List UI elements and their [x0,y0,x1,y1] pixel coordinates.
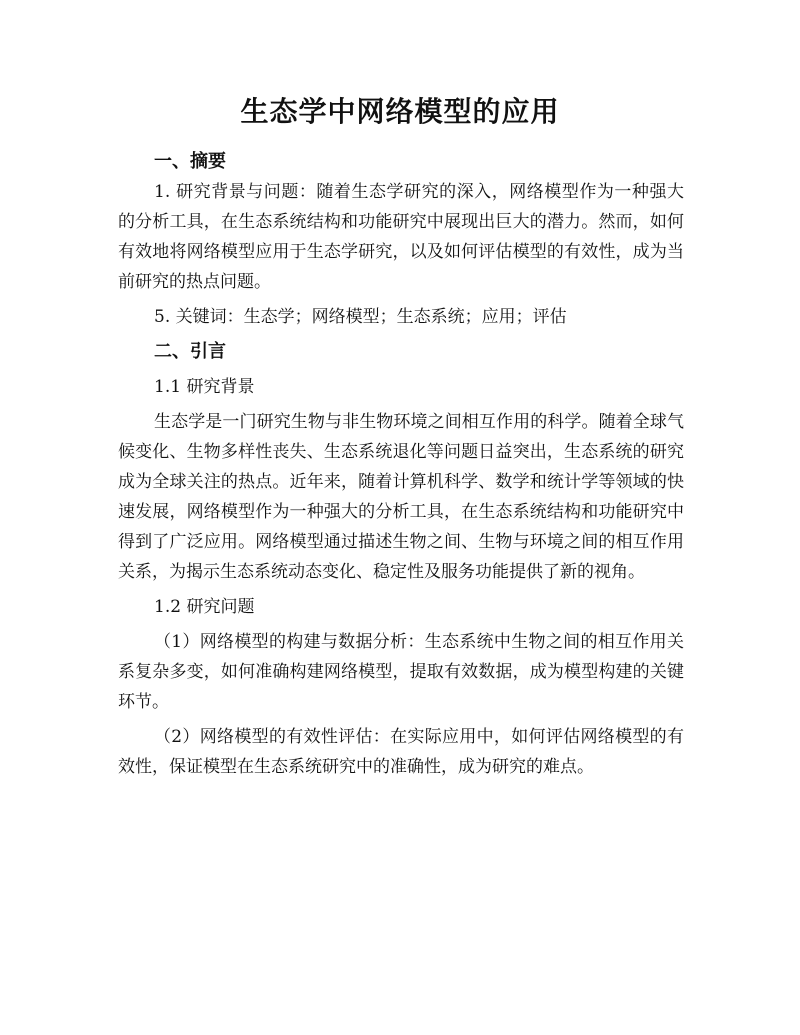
section-heading-abstract: 一、摘要 [154,151,226,172]
subsection-title-background: 1.1 研究背景 [154,377,255,397]
abstract-item-1: 1. 研究背景与问题：随着生态学研究的深入，网络模型作为一种强大的分析工具，在生态系统结构和功能研究中展现出巨大的潜力。然而，如何有效地将网络模型应用于生态学研究，以及如何评估模型的有效性，成为当前研究的热点问题。 [118,182,684,292]
section-heading-intro: 二、引言 [154,341,226,362]
document-body [118,147,684,782]
subsection-title-questions: 1.2 研究问题 [154,597,255,617]
background-paragraph: 生态学是一门研究生物与非生物环境之间相互作用的科学。随着全球气候变化、生物多样性丧失、生态系统退化等问题日益突出，生态系统的研究成为全球关注的热点。近年来，随着计算机科学、数学和统计学等领域的快速发展，网络模型作为一种强大的分析工具，在生态系统结构和功能研究中得到了广泛应用。网络模型通过描述生物之间、生物与环境之间的相互作用关系，为揭示生态系统动态变化、稳定性及服务功能提供了新的视角。 [118,412,684,582]
abstract-keywords: 5. 关键词：生态学；网络模型；生态系统；应用；评估 [154,307,567,327]
document-title: 生态学中网络模型的应用 [240,95,560,128]
question-2: （2）网络模型的有效性评估：在实际应用中，如何评估网络模型的有效性，保证模型在生态系统研究中的准确性，成为研究的难点。 [118,727,684,777]
question-1: （1）网络模型的构建与数据分析：生态系统中生物之间的相互作用关系复杂多变，如何准确构建网络模型，提取有效数据，成为模型构建的关键环节。 [118,632,684,712]
